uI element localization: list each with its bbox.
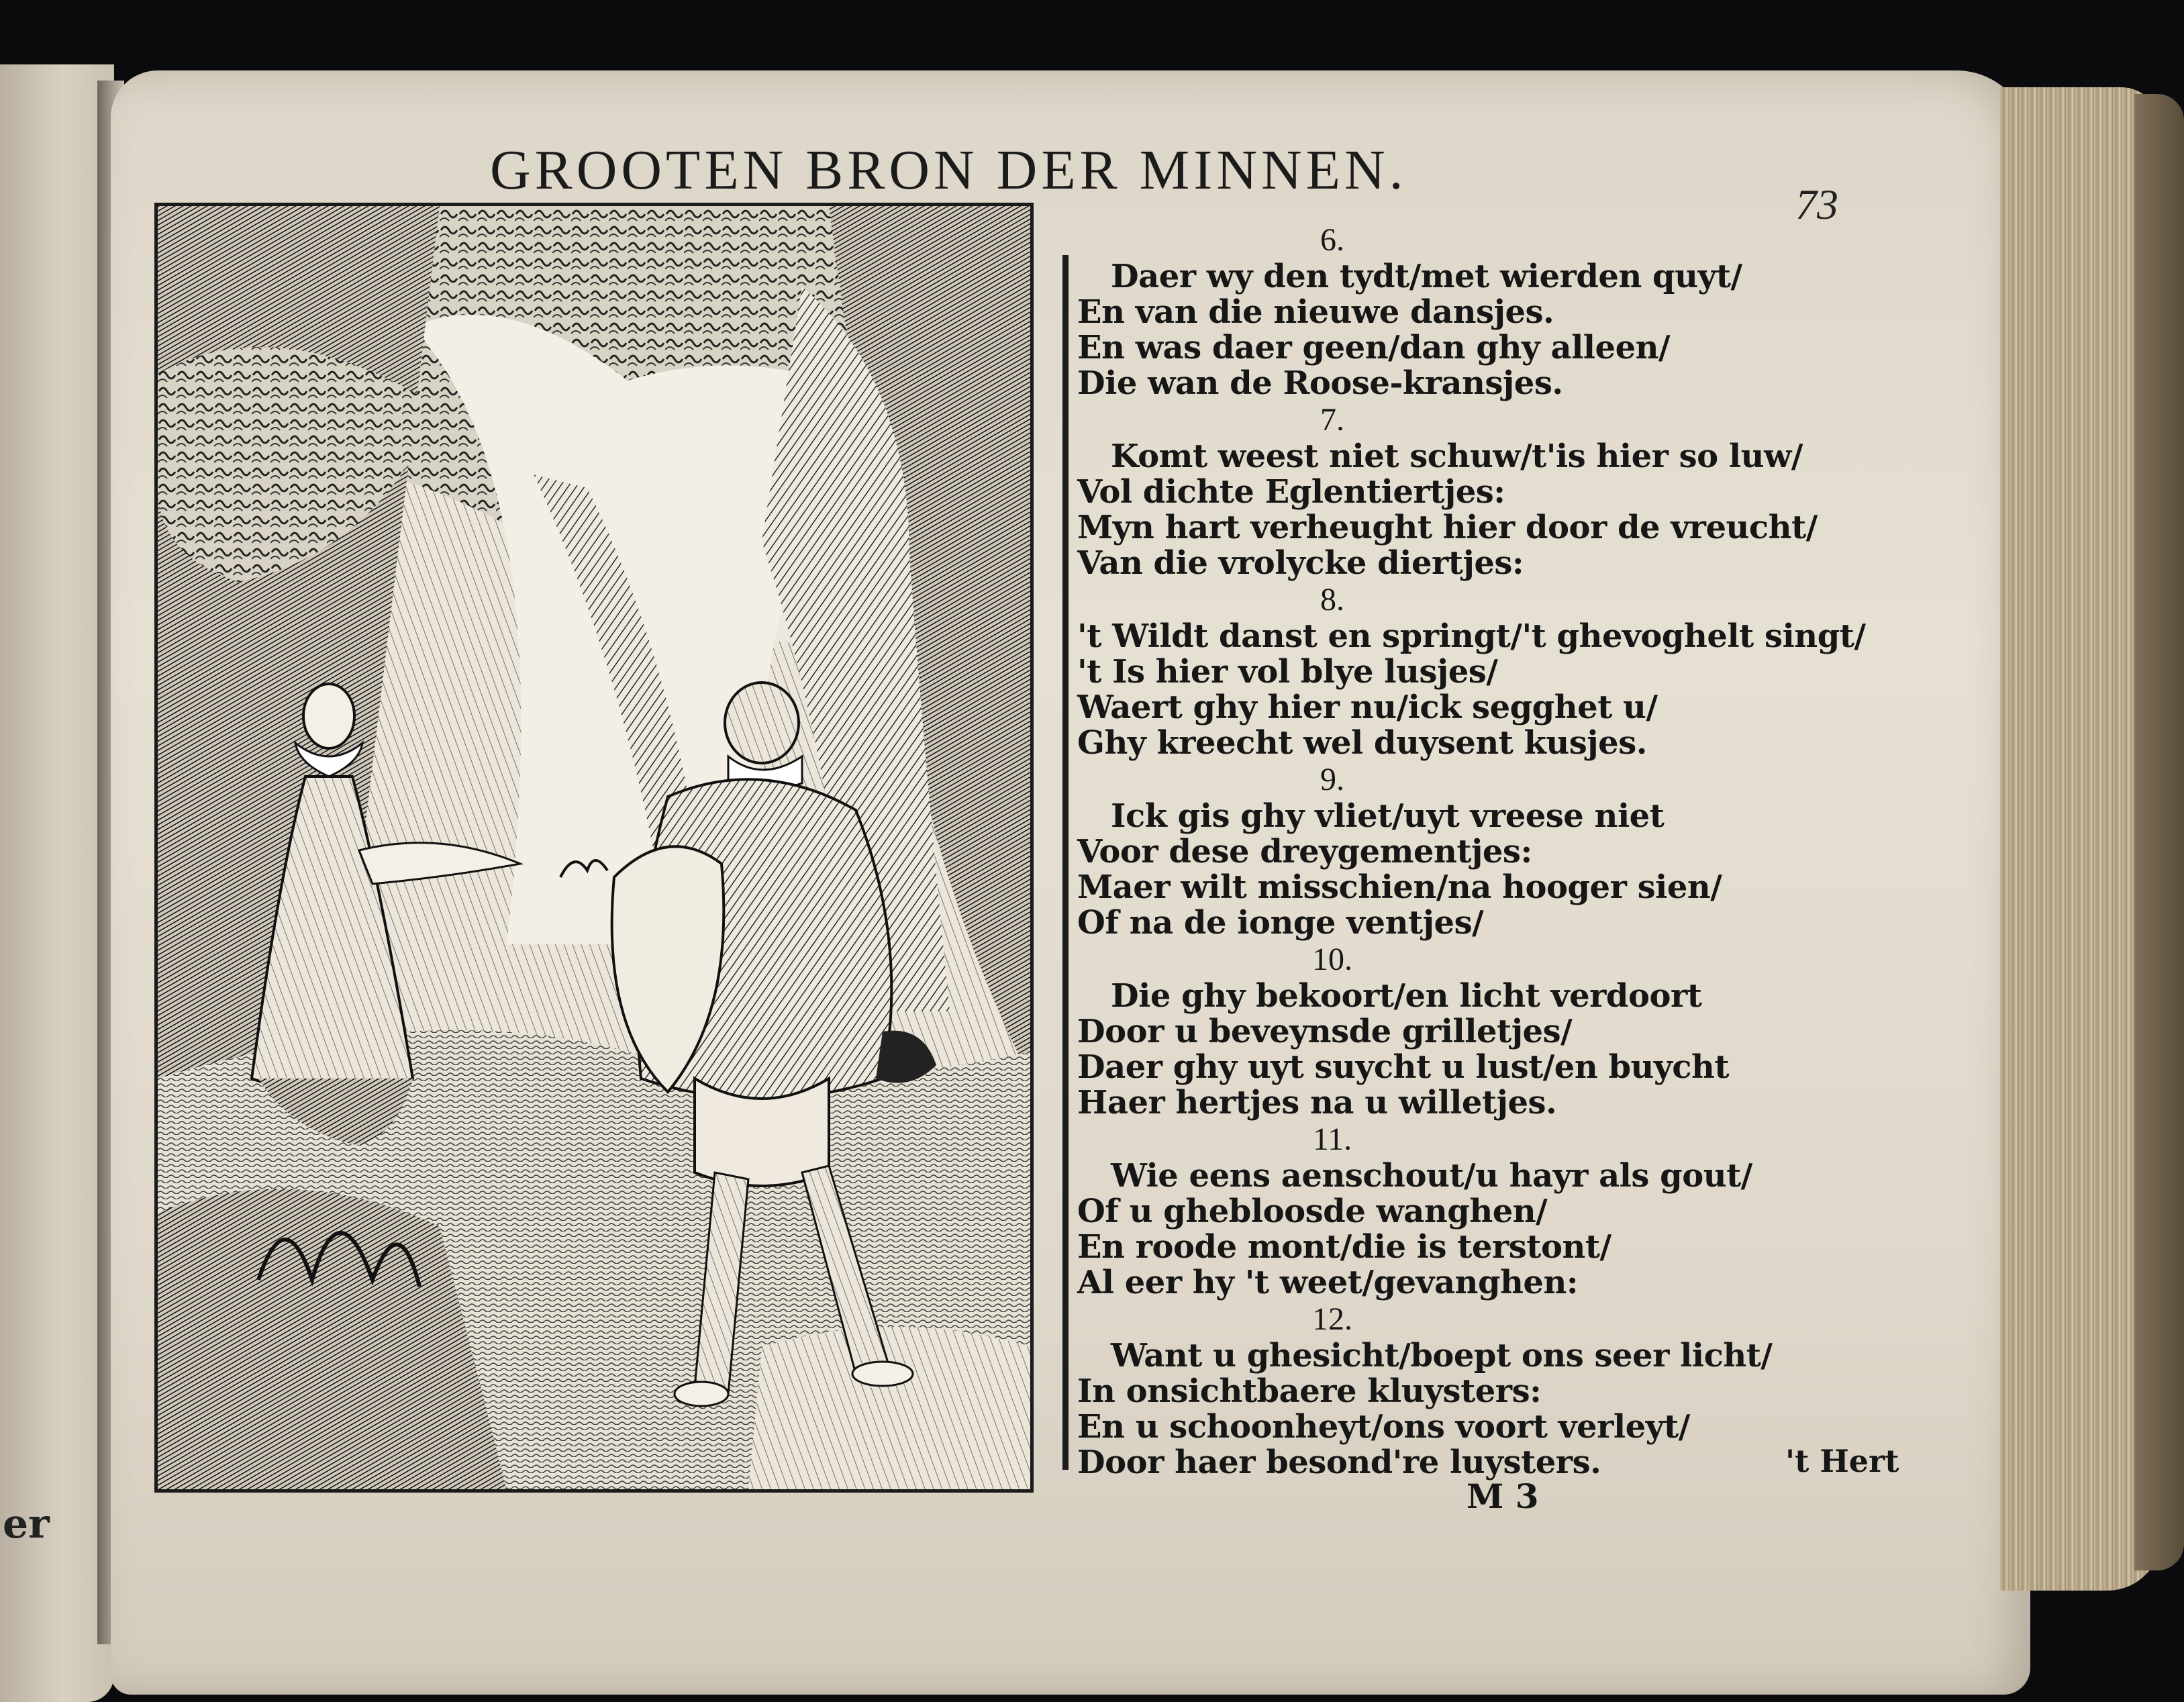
forest-scene-engraving <box>158 206 1030 1489</box>
stanza-number: 12. <box>1312 1301 1352 1337</box>
stanza-number: 6. <box>1320 222 1344 258</box>
verse-line: Door u beveynsde grilletjes/ <box>1077 1013 1573 1050</box>
verse-line: Komt weest niet schuw/t'is hier so luw/ <box>1111 438 1803 475</box>
stanza <box>1074 761 1812 941</box>
verse-line: Myn hart verheught hier door de vreucht/ <box>1077 509 1818 546</box>
verse-line: Wie eens aenschout/u hayr als gout/ <box>1111 1157 1752 1195</box>
verse-line: Van die vrolycke diertjes: <box>1077 544 1524 582</box>
verse-line: Daer wy den tydt/met wierden quyt/ <box>1111 258 1742 295</box>
stanza <box>1074 221 1812 401</box>
verse-line: Die ghy bekoort/en licht verdoort <box>1111 977 1702 1015</box>
verse-line: Ick gis ghy vliet/uyt vreese niet <box>1111 797 1665 835</box>
verse-line: Vol dichte Eglentiertjes: <box>1077 473 1505 511</box>
verse-line: 't Wildt danst en springt/'t ghevoghelt singt/ <box>1077 617 1866 655</box>
verse-line: 't Is hier vol blye lusjes/ <box>1077 653 1498 691</box>
verse-line: Of u ghebloosde wanghen/ <box>1077 1193 1548 1230</box>
verse-line: In onsichtbaere kluysters: <box>1077 1372 1542 1410</box>
stanza-number: 8. <box>1320 582 1344 617</box>
catchword: 't Hert <box>1785 1443 1899 1479</box>
verse-line: Al eer hy 't weet/gevanghen: <box>1077 1264 1579 1301</box>
verse-line: Door haer besond're luysters. <box>1077 1444 1601 1481</box>
running-title: GROOTEN BRON DER MINNEN. <box>490 139 1407 201</box>
verse-line: Haer hertjes na u willetjes. <box>1077 1084 1557 1121</box>
verse-line: Ghy kreecht wel duysent kusjes. <box>1077 724 1647 762</box>
stanza-number: 9. <box>1320 762 1344 797</box>
stanza <box>1074 1121 1812 1301</box>
stanza <box>1074 581 1866 762</box>
verse-line: Want u ghesicht/boept ons seer licht/ <box>1111 1337 1773 1374</box>
verse-line: Of na de ionge ventjes/ <box>1077 904 1484 942</box>
engraving-illustration <box>154 203 1034 1493</box>
stanza <box>1074 1301 1812 1481</box>
left-page-text-fragment: er <box>3 1501 50 1548</box>
book-cover-edge <box>2134 94 2184 1570</box>
verse-line: En roode mont/die is terstont/ <box>1077 1228 1611 1266</box>
verse-line: Voor dese dreygementjes: <box>1077 833 1532 870</box>
stanza <box>1074 941 1812 1121</box>
verse-line: En u schoonheyt/ons voort verleyt/ <box>1077 1408 1690 1446</box>
verse-line: En van die nieuwe dansjes. <box>1077 293 1554 331</box>
stanza-number: 7. <box>1320 402 1344 438</box>
signature-mark: M 3 <box>1467 1476 1539 1516</box>
verse-line: Waert ghy hier nu/ick segghet u/ <box>1077 689 1658 726</box>
vertical-rule <box>1062 255 1069 1470</box>
stanza-number: 10. <box>1312 942 1352 977</box>
verse-line: Die wan de Roose-kransjes. <box>1077 364 1563 402</box>
stanza <box>1074 401 1818 582</box>
verse-line: Maer wilt misschien/na hooger sien/ <box>1077 868 1722 906</box>
stanza-number: 11. <box>1312 1121 1352 1157</box>
page-number: 73 <box>1795 181 1838 228</box>
verse-line: Daer ghy uyt suycht u lust/en buycht <box>1077 1048 1730 1086</box>
verse-line: En was daer geen/dan ghy alleen/ <box>1077 329 1671 366</box>
